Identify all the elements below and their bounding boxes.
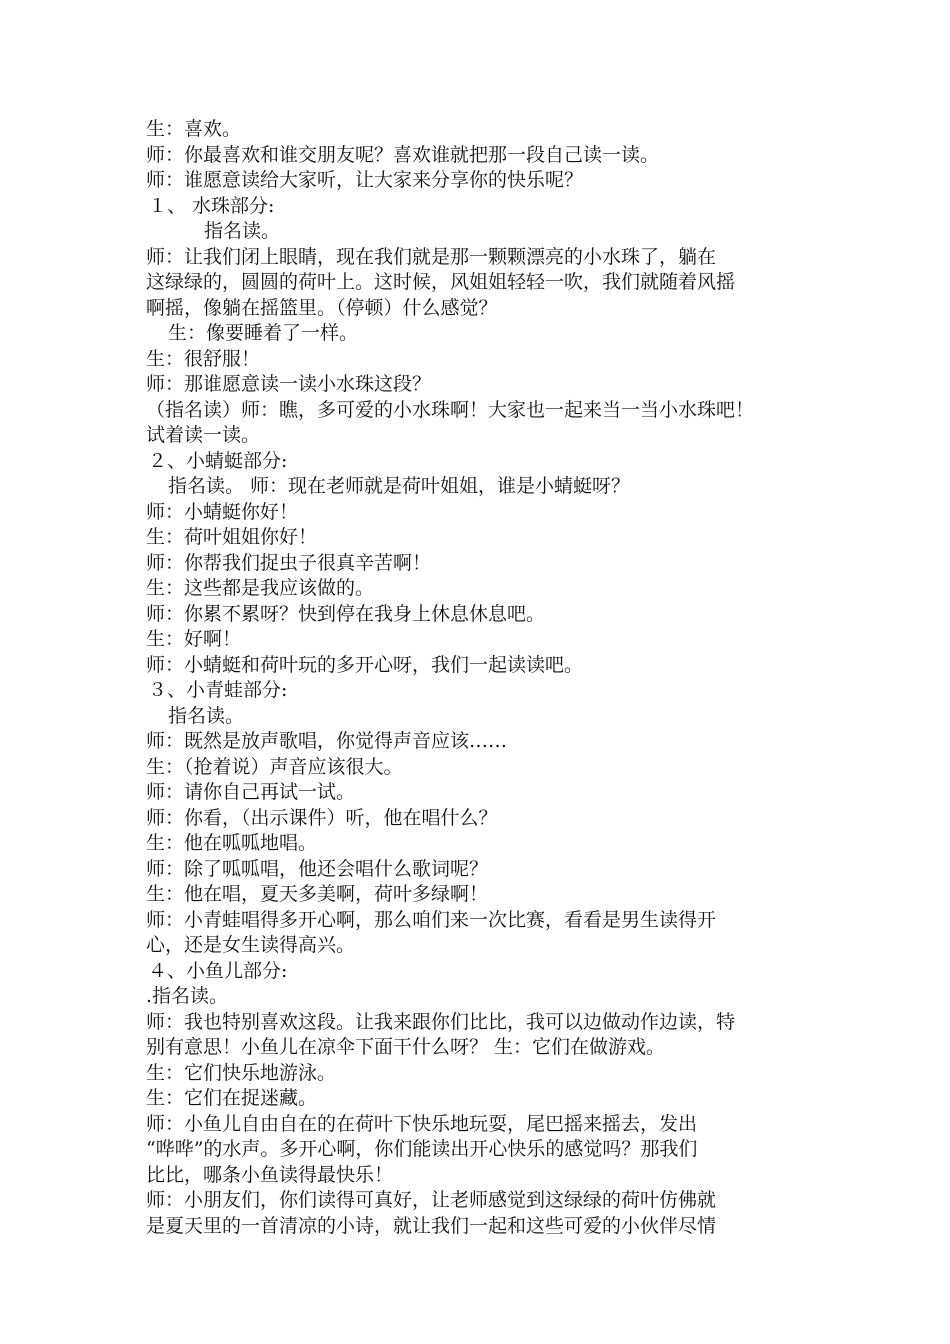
text-line: 生：他在呱呱地唱。 — [146, 832, 318, 854]
text-line: １、 水珠部分: — [148, 194, 275, 217]
text-line: 生：（抢着说）声音应该很大。 — [146, 755, 403, 778]
text-line: 师：除了呱呱唱，他还会唱什么歌词呢？ — [146, 857, 489, 880]
text-line: 师：我也特别喜欢这段。让我来跟你们比比，我可以边做动作边读，特 — [146, 1010, 736, 1033]
text-line: 这绿绿的，圆圆的荷叶上。这时候，风姐姐轻轻一吹，我们就随着风摇 — [146, 271, 736, 293]
text-line: 生：荷叶姐姐你好！ — [146, 526, 318, 548]
text-line: 比比，哪条小鱼读得最快乐！ — [146, 1163, 394, 1186]
text-line: ２、小蜻蜓部分: — [148, 449, 288, 472]
text-line: 师：谁愿意读给大家听，让大家来分享你的快乐呢？ — [146, 169, 584, 191]
text-line: 生：它们在捉迷藏。 — [146, 1087, 318, 1109]
text-line: “哗哗”的水声。多开心啊，你们能读出开心快乐的感觉吗？那我们 — [146, 1138, 698, 1160]
text-line: 生：它们快乐地游泳。 — [146, 1061, 337, 1084]
text-line: 师：那谁愿意读一读小水珠这段？ — [146, 373, 432, 395]
text-line: 生：很舒服！ — [146, 347, 261, 370]
text-line: 师：让我们闭上眼睛，现在我们就是那一颗颗漂亮的小水珠了，躺在 — [146, 245, 717, 268]
text-line: 师：请你自己再试一试。 — [146, 781, 356, 803]
text-line: 生：他在唱，夏天多美啊，荷叶多绿啊！ — [146, 883, 489, 905]
text-line: 师：既然是放声歌唱，你觉得声音应该…… — [146, 730, 508, 752]
text-line: 师：小青蛙唱得多开心啊，那么咱们来一次比赛，看看是男生读得开 — [146, 908, 717, 931]
text-line: 师：小蜻蜓你好！ — [146, 500, 299, 523]
text-line: 师：你帮我们捉虫子很真辛苦啊！ — [146, 551, 432, 574]
text-line: 指名读。 — [168, 704, 245, 727]
text-line: 师：小朋友们，你们读得可真好，让老师感觉到这绿绿的荷叶仿佛就 — [146, 1189, 717, 1211]
text-line: 啊摇，像躺在摇篮里。（停顿）什么感觉？ — [146, 296, 498, 319]
text-line: 试着读一读。 — [146, 424, 261, 446]
text-line: 师：你最喜欢和谁交朋友呢？喜欢谁就把那一段自己读一读。 — [146, 143, 660, 166]
text-line: 师：你累不累呀？快到停在我身上休息休息吧。 — [146, 602, 546, 625]
text-line: 生：好啊！ — [146, 628, 242, 650]
text-line: （指名读）师：瞧，多可爱的小水珠啊！大家也一起来当一当小水珠吧！ — [146, 398, 755, 421]
text-line: 生：像要睡着了一样。 — [168, 322, 359, 344]
text-line: 指名读。 师：现在老师就是荷叶姐姐，谁是小蜻蜓呀？ — [168, 475, 631, 497]
text-line: 是夏天里的一首清凉的小诗，就让我们一起和这些可爱的小伙伴尽情 — [146, 1214, 717, 1237]
text-line: 别有意思！小鱼儿在凉伞下面干什么呀？ 生：它们在做游戏。 — [146, 1036, 666, 1058]
text-line: 指名读。 — [204, 220, 281, 242]
text-line: 师：小蜻蜓和荷叶玩的多开心呀，我们一起读读吧。 — [146, 653, 584, 676]
text-line: 师：你看，（出示课件）听，他在唱什么？ — [146, 806, 498, 829]
text-line: 心，还是女生读得高兴。 — [146, 934, 356, 956]
text-line: ４、小鱼儿部分: — [148, 959, 288, 982]
text-line: 师：小鱼儿自由自在的在荷叶下快乐地玩耍，尾巴摇来摇去，发出 — [146, 1112, 698, 1135]
text-line: ３、小青蛙部分: — [148, 679, 288, 701]
text-line: 生：喜欢。 — [146, 118, 242, 140]
text-line: .指名读。 — [146, 985, 229, 1007]
document-body — [146, 117, 826, 1239]
text-line: 生：这些都是我应该做的。 — [146, 577, 375, 599]
